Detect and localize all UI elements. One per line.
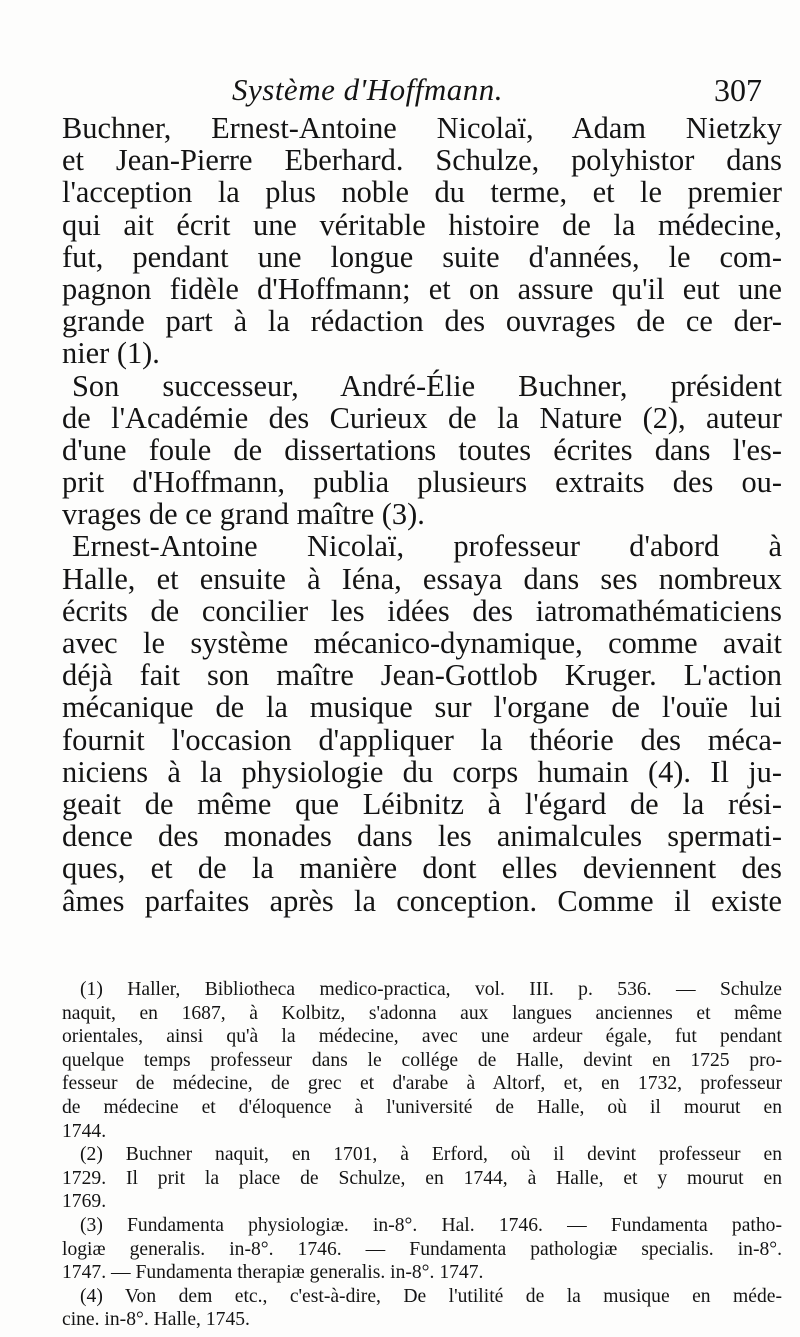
text-line: ques, et de la manière dont elles deviennent des: [62, 851, 782, 886]
text-line: fournit l'occasion d'appliquer la théorie des méca-: [62, 722, 782, 757]
text-line: avec le système mécanico-dynamique, comme avait: [62, 626, 782, 660]
footnote-line: 1729. Il prit la place de Schulze, en 1744, à Halle, et y mourut en: [62, 1167, 782, 1189]
main-text: [62, 112, 782, 917]
footnote-line: orientales, ainsi qu'à la médecine, avec une ardeur égale, fut pendant: [62, 1026, 782, 1048]
footnote-line: 1747. — Fundamenta therapiæ generalis. in-8°. 1747.: [62, 1262, 484, 1284]
footnote-line: (2) Buchner naquit, en 1701, à Erford, où il devint professeur en: [80, 1144, 782, 1166]
footnote-line: (3) Fundamenta physiologiæ. in-8°. Hal. 1746. — Fundamenta patho-: [80, 1214, 782, 1236]
running-title: Système d'Hoffmann.: [232, 72, 503, 107]
text-line: déjà fait son maître Jean-Gottlob Kruger. L'action: [62, 658, 782, 693]
text-line: écrits de concilier les idées des iatromathématiciens: [62, 593, 782, 628]
footnote-line: (4) Von dem etc., c'est-à-dire, De l'utilité de la musique en méde-: [80, 1285, 782, 1307]
text-line: Son successeur, André-Élie Buchner, président: [72, 368, 782, 403]
footnote-line: logiæ generalis. in-8°. 1746. — Fundamenta pathologiæ specialis. in-8°.: [62, 1238, 782, 1260]
footnote-line: fesseur de médecine, de grec et d'arabe à Altorf, et, en 1732, professeur: [62, 1073, 782, 1095]
text-line: l'acception la plus noble du terme, et le premier: [62, 175, 782, 210]
text-line: qui ait écrit une véritable histoire de la médecine,: [62, 207, 782, 242]
text-line: nier (1).: [62, 336, 160, 371]
text-line: âmes parfaites après la conception. Comme il existe: [62, 883, 782, 918]
text-line: Buchner, Ernest-Antoine Nicolaï, Adam Nietzky: [62, 111, 782, 145]
text-line: et Jean-Pierre Eberhard. Schulze, polyhistor dans: [62, 143, 782, 178]
footnote-line: (1) Haller, Bibliotheca medico-practica, vol. III. p. 536. — Schulze: [80, 979, 782, 1000]
footnote-line: 1744.: [62, 1120, 107, 1142]
text-line: vrages de ce grand maître (3).: [62, 497, 425, 532]
text-line: de l'Académie des Curieux de la Nature (2), auteur: [62, 400, 782, 435]
text-line: grande part à la rédaction des ouvrages de ce der-: [62, 304, 782, 339]
page-header: [62, 72, 762, 112]
text-line: d'une foule de dissertations toutes écrites dans l'es-: [62, 432, 782, 467]
text-line: Halle, et ensuite à Iéna, essaya dans ses nombreux: [62, 561, 782, 596]
page-number: 307: [714, 72, 762, 108]
text-line: dence des monades dans les animalcules spermati-: [62, 819, 782, 854]
footnotes: [62, 978, 782, 1332]
footnote-line: quelque temps professeur dans le collége de Halle, devint en 1725 pro-: [62, 1049, 782, 1071]
text-line: Ernest-Antoine Nicolaï, professeur d'abord à: [72, 529, 782, 564]
text-line: niciens à la physiologie du corps humain (4). Il ju-: [62, 754, 782, 789]
footnote-line: naquit, en 1687, à Kolbitz, s'adonna aux langues anciennes et même: [62, 1002, 782, 1024]
footnote-line: cine. in-8°. Halle, 1745.: [62, 1309, 250, 1331]
text-line: prit d'Hoffmann, publia plusieurs extraits des ou-: [62, 465, 782, 500]
text-line: pagnon fidèle d'Hoffmann; et on assure qu'il eut une: [62, 271, 782, 306]
text-line: fut, pendant une longue suite d'années, le com-: [62, 239, 782, 274]
text-line: geait de même que Léibnitz à l'égard de la rési-: [62, 786, 782, 821]
footnote-line: 1769.: [62, 1191, 107, 1213]
footnote-line: de médecine et d'éloquence à l'université de Halle, où il mourut en: [62, 1096, 782, 1118]
text-line: mécanique de la musique sur l'organe de l'ouïe lui: [62, 690, 782, 725]
